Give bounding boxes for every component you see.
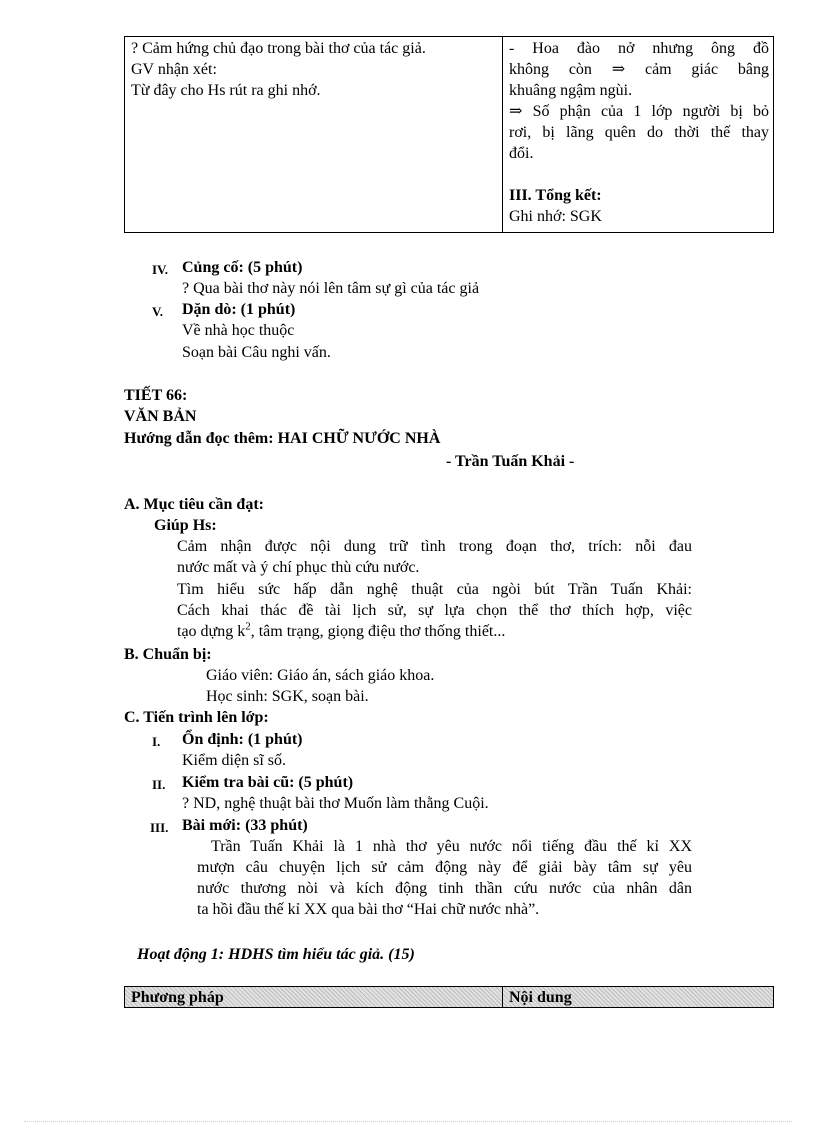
para-line: Trần Tuấn Khải là 1 nhà thơ yêu nước nổi tiếng đầu thế kỉ XX <box>211 838 692 855</box>
para-line: Cảm nhận được nội dung trữ tình trong đoạn thơ, trích: nỗi đau <box>177 538 692 555</box>
right-cell-line: - Hoa đào nở nhưng ông đồ <box>509 40 769 57</box>
para-line: Cách khai thác đề tài lịch sử, sự lựa chọn thể thơ thích hợp, việc <box>177 602 692 619</box>
summary-text: Ghi nhớ: SGK <box>509 208 602 225</box>
para-line: Tìm hiểu sức hấp dẫn nghệ thuật của ngòi bút Trần Tuấn Khải: <box>177 581 692 598</box>
lesson-title-line <box>124 428 440 449</box>
section-v-heading: Dặn dò: (1 phút) <box>182 301 296 318</box>
section-b-line: Học sinh: SGK, soạn bài. <box>206 688 369 705</box>
table-left-cell <box>131 38 497 101</box>
section-c-heading: C. Tiến trình lên lớp: <box>124 709 269 726</box>
section-c-ii-text: ? ND, nghệ thuật bài thơ Muốn làm thằng Cuội. <box>182 795 489 812</box>
section-c-iii-heading: Bài mới: (33 phút) <box>182 817 308 834</box>
right-cell-line: ⇒ Số phận của 1 lớp người bị bỏ <box>509 103 769 120</box>
table-column-divider <box>502 37 503 232</box>
right-cell-line: đổi. <box>509 145 534 162</box>
right-cell-line: không còn ⇒ cảm giác bâng <box>509 61 769 78</box>
left-cell-line: Từ đây cho Hs rút ra ghi nhớ. <box>131 82 321 99</box>
section-c-ii-heading: Kiểm tra bài cũ: (5 phút) <box>182 774 354 791</box>
section-a-sub: Giúp Hs: <box>154 517 217 534</box>
para-line: nước thương nòi và kích động tinh thần cứu nước của nhân dân <box>197 880 692 897</box>
summary-heading: III. Tổng kết: <box>509 187 602 204</box>
lesson-period: TIẾT 66: <box>124 387 188 404</box>
section-b-line: Giáo viên: Giáo án, sách giáo khoa. <box>206 667 435 684</box>
para-line: ta hồi đầu thế kỉ XX qua bài thơ “Hai chữ nước nhà”. <box>197 901 540 918</box>
lesson-title: HAI CHỮ NƯỚC NHÀ <box>277 430 441 447</box>
para-text: , tâm trạng, giọng điệu thơ thống thiết... <box>250 623 506 640</box>
para-line: nước mất và ý chí phục thù cứu nước. <box>177 559 420 576</box>
section-iv-text: ? Qua bài thơ này nói lên tâm sự gì của tác giả <box>182 280 480 297</box>
para-text: tạo dựng k <box>177 623 246 640</box>
right-cell-line: rơi, bị lãng quên do thời thế thay <box>509 124 769 141</box>
section-v-line: Về nhà học thuộc <box>182 322 295 339</box>
section-c-i-text: Kiểm diện sĩ số. <box>182 752 286 769</box>
section-iv-heading: Củng cố: (5 phút) <box>182 259 303 276</box>
lesson-type: VĂN BẢN <box>124 408 197 425</box>
section-c-ii-numeral: II. <box>152 777 166 792</box>
column-header-method: Phương pháp <box>131 989 224 1006</box>
guide-prefix: Hướng dẫn đọc thêm: <box>124 430 274 447</box>
activity-heading: Hoạt động 1: HDHS tìm hiểu tác giả. (15) <box>137 946 415 963</box>
para-line <box>177 621 692 642</box>
table-column-divider <box>502 987 503 1007</box>
section-c-i-heading: Ổn định: (1 phút) <box>182 731 303 748</box>
right-cell-line: khuâng ngậm ngùi. <box>509 82 633 99</box>
left-cell-line: ? Cảm hứng chủ đạo trong bài thơ của tác giả. <box>131 40 426 57</box>
section-a-para1 <box>177 536 692 578</box>
page-bottom-divider <box>24 1121 792 1122</box>
column-header-content: Nội dung <box>509 989 572 1006</box>
superscript: 2 <box>245 620 251 633</box>
section-iv-numeral: IV. <box>152 262 169 277</box>
top-table <box>124 36 774 233</box>
section-b-heading: B. Chuẩn bị: <box>124 646 212 663</box>
para-line: mượn câu chuyện lịch sử cảm động này để giải bày tâm sự yêu <box>197 859 692 876</box>
section-v-numeral: V. <box>152 304 163 319</box>
blank-line <box>509 164 769 185</box>
section-c-iii-numeral: III. <box>150 820 169 835</box>
left-cell-line: GV nhận xét: <box>131 61 217 78</box>
section-c-iii-para <box>197 836 692 920</box>
section-c-i-numeral: I. <box>152 734 161 749</box>
section-a-heading: A. Mục tiêu cần đạt: <box>124 496 264 513</box>
section-a-para2 <box>177 579 692 642</box>
section-v-line: Soạn bài Câu nghi vấn. <box>182 344 331 361</box>
lesson-author: - Trần Tuấn Khải - <box>446 453 575 470</box>
table-right-cell <box>509 38 769 227</box>
bottom-table-header <box>124 986 774 1008</box>
